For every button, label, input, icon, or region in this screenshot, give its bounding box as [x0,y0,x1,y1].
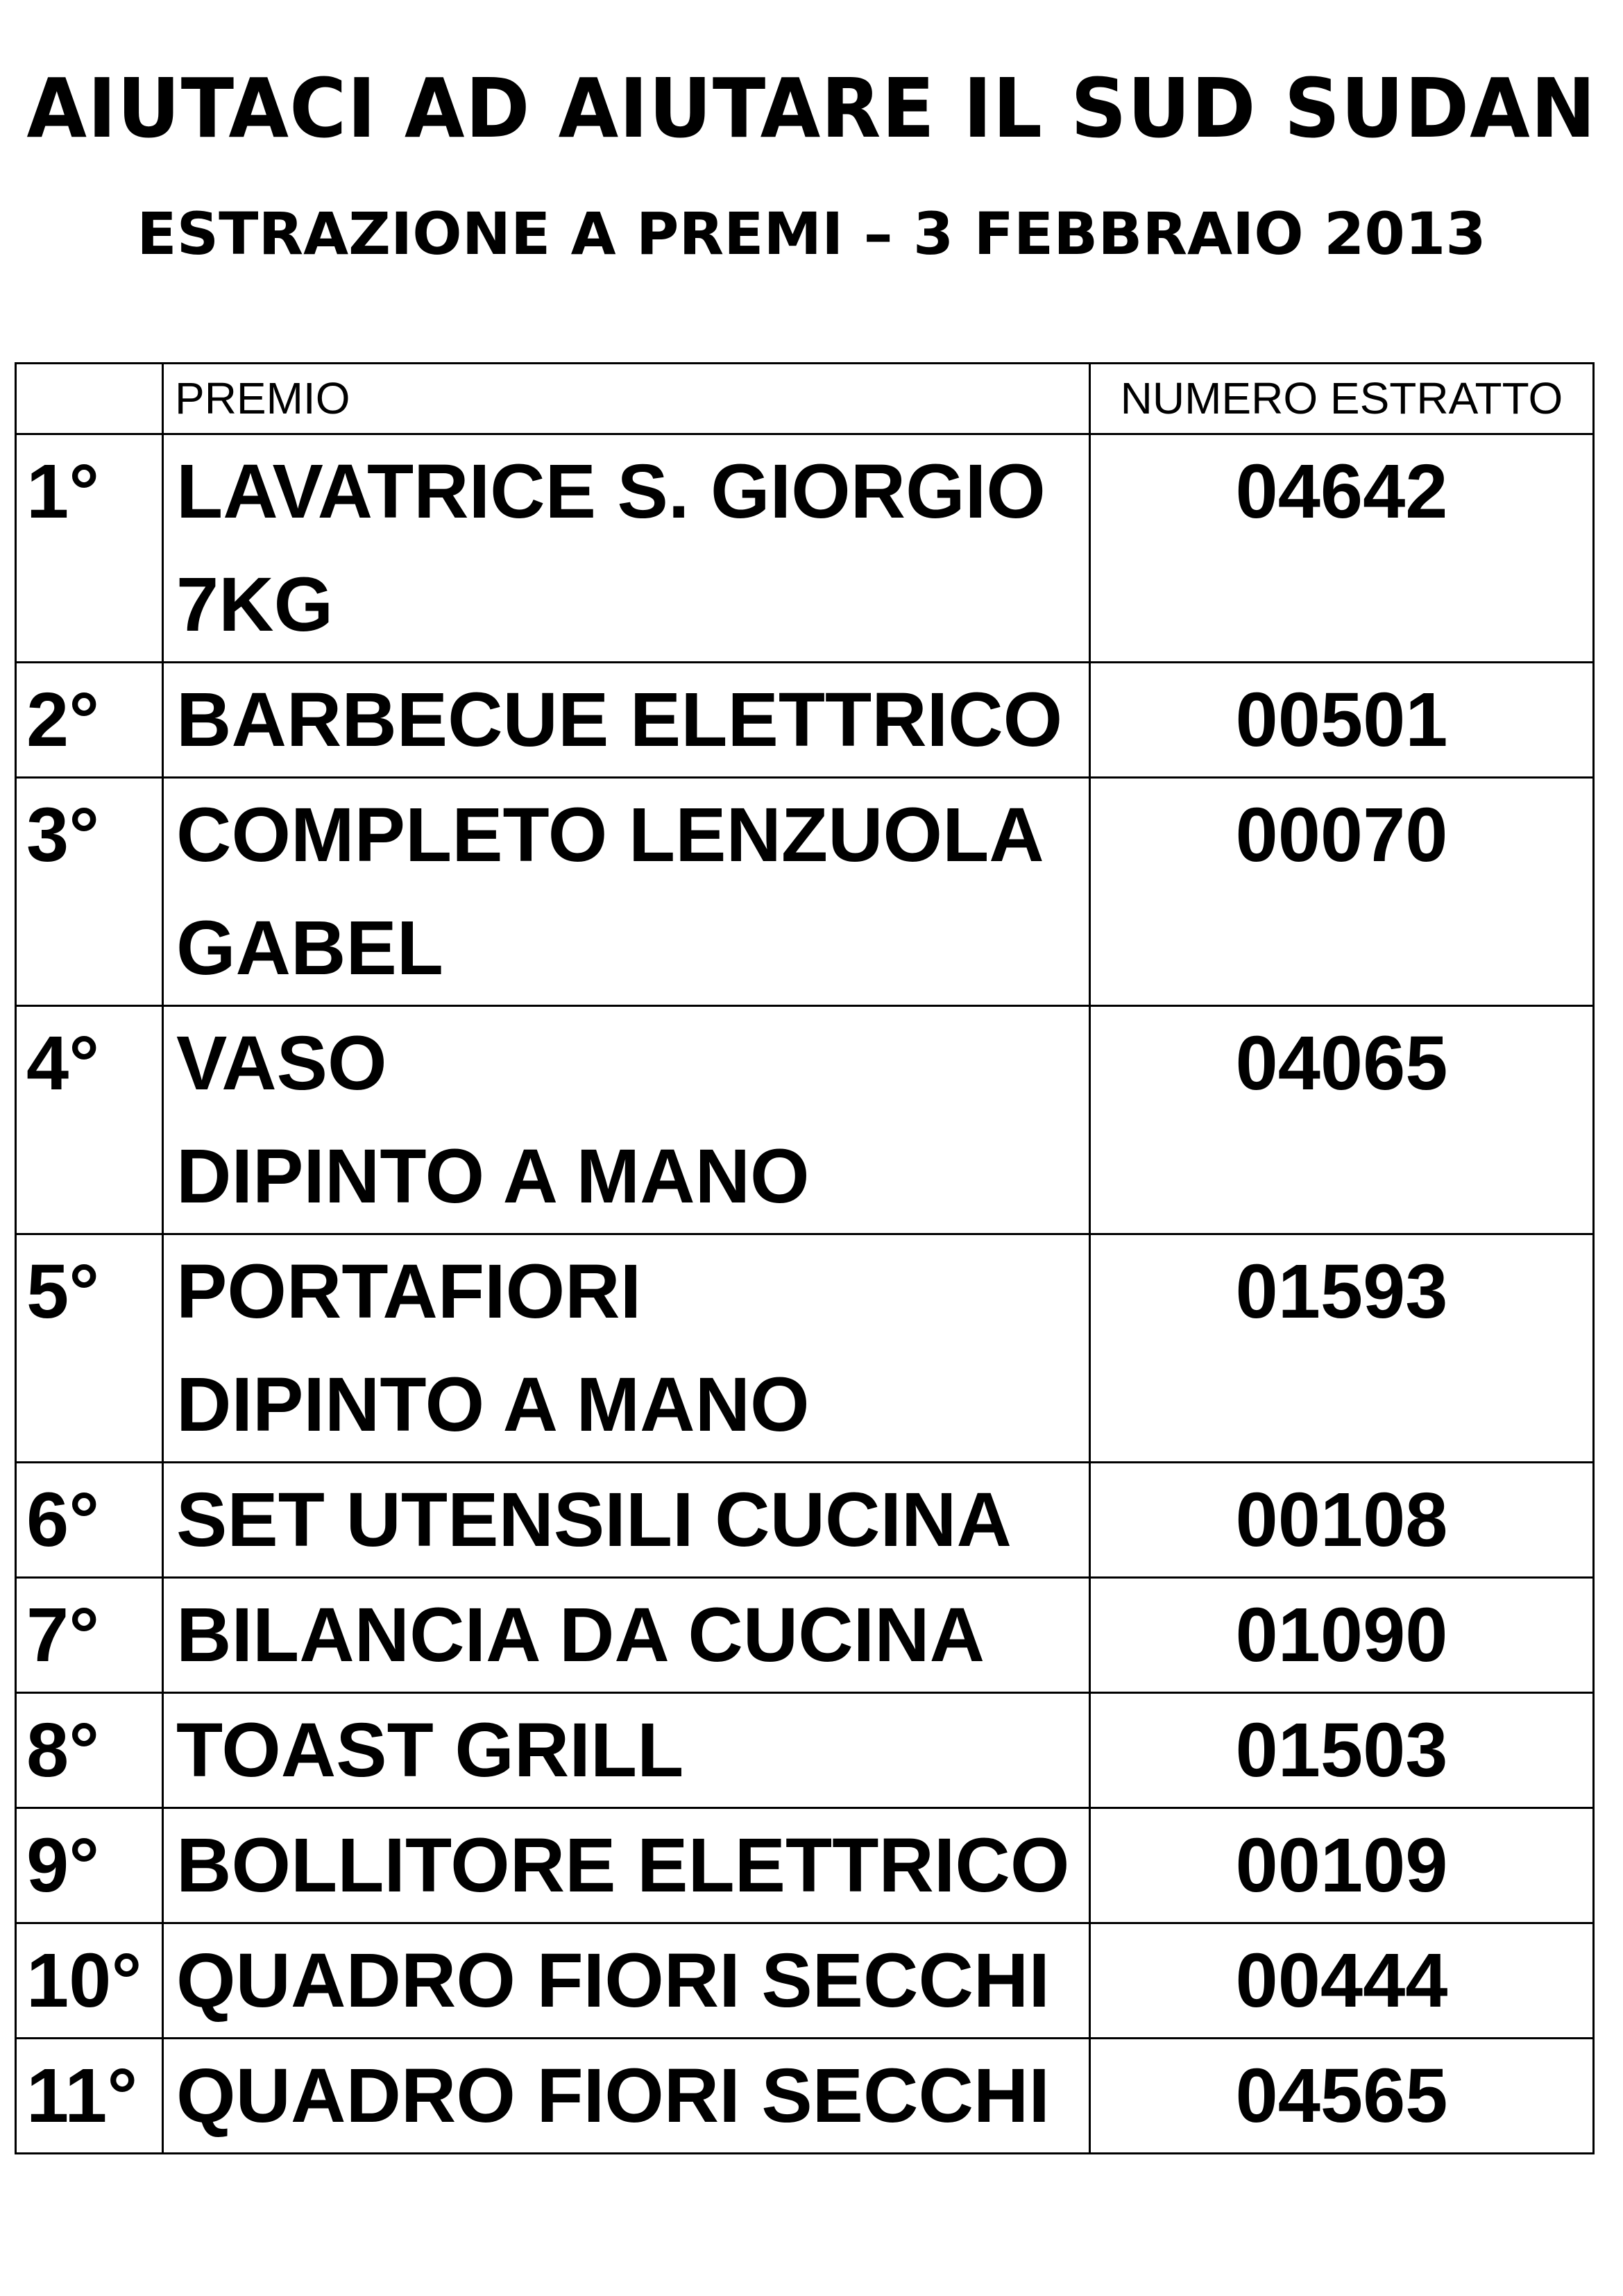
prize-rank: 6° [16,1463,163,1578]
prize-name [163,1693,1090,1808]
prize-name [163,1463,1090,1578]
prize-rank: 8° [16,1693,163,1808]
prize-name-line: 7KG [176,562,334,647]
winning-number: 00108 [1090,1463,1594,1578]
table-row [16,1234,1594,1463]
prize-name-line: COMPLETO LENZUOLA [176,792,1044,878]
prize-name [163,2039,1090,2154]
prize-name-line: SET UTENSILI CUCINA [176,1477,1012,1563]
prize-name-line: BARBECUE ELETTRICO [176,677,1063,763]
document-subtitle: ESTRAZIONE A PREMI – 3 FEBBRAIO 2013 [137,200,1486,268]
prize-name-line: LAVATRICE S. GIORGIO [176,449,1046,534]
prize-name-line: BILANCIA DA CUCINA [176,1592,985,1678]
table-header-row [16,364,1594,434]
prize-rank: 4° [16,1006,163,1234]
prize-name-line: VASO [176,1021,387,1106]
winning-number: 04065 [1090,1006,1594,1234]
prize-name-line: BOLLITORE ELETTRICO [176,1823,1070,1908]
prize-name-line: GABEL [176,905,443,991]
table-row [16,2039,1594,2154]
winning-number: 01503 [1090,1693,1594,1808]
prize-name [163,1006,1090,1234]
winning-number: 01593 [1090,1234,1594,1463]
prize-rank: 10° [16,1923,163,2039]
prize-rank: 1° [16,434,163,663]
prize-name-line: PORTAFIORI [176,1249,642,1334]
table-row [16,1808,1594,1923]
prize-name-line: DIPINTO A MANO [176,1362,810,1447]
prize-name [163,1808,1090,1923]
table-row [16,1693,1594,1808]
prize-rank: 5° [16,1234,163,1463]
document-title: AIUTACI AD AIUTARE IL SUD SUDAN [26,61,1597,157]
prize-rank: 3° [16,778,163,1006]
prize-table [15,362,1595,2154]
table-row [16,1578,1594,1693]
column-header-number: NUMERO ESTRATTO [1090,364,1594,434]
table-row [16,663,1594,778]
prize-rank: 2° [16,663,163,778]
prize-name-line: QUADRO FIORI SECCHI [176,2053,1050,2138]
table-row [16,1006,1594,1234]
prize-name-line: TOAST GRILL [176,1708,684,1793]
column-header-prize: PREMIO [163,364,1090,434]
column-header-rank [16,364,163,434]
prize-name-line: DIPINTO A MANO [176,1134,810,1219]
table-row [16,1923,1594,2039]
prize-name [163,778,1090,1006]
winning-number: 04642 [1090,434,1594,663]
prize-rank: 7° [16,1578,163,1693]
prize-rank: 9° [16,1808,163,1923]
winning-number: 00070 [1090,778,1594,1006]
winning-number: 04565 [1090,2039,1594,2154]
table-row [16,1463,1594,1578]
prize-rank: 11° [16,2039,163,2154]
prize-name [163,1578,1090,1693]
prize-name-line: QUADRO FIORI SECCHI [176,1938,1050,2023]
winning-number: 01090 [1090,1578,1594,1693]
winning-number: 00109 [1090,1808,1594,1923]
prize-name [163,434,1090,663]
prize-name [163,663,1090,778]
winning-number: 00444 [1090,1923,1594,2039]
table-row [16,778,1594,1006]
prize-name [163,1234,1090,1463]
table-row [16,434,1594,663]
prize-name [163,1923,1090,2039]
winning-number: 00501 [1090,663,1594,778]
